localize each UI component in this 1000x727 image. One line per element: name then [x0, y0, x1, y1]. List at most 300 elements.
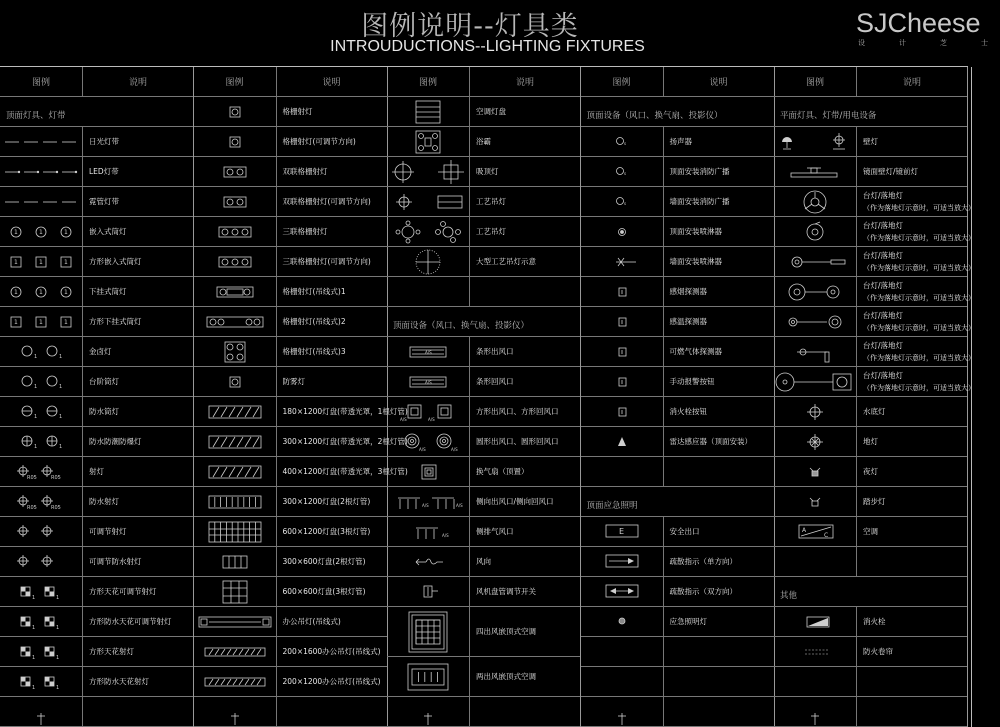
- legend-row: [0, 667, 193, 697]
- legend-row: [0, 367, 193, 397]
- legend-description: [857, 247, 975, 276]
- legend-row: [0, 337, 193, 367]
- legend-description: [664, 277, 774, 306]
- legend-description: [277, 637, 387, 666]
- detector-icon: [581, 307, 664, 336]
- legend-row: [774, 127, 967, 157]
- legend-row: [774, 397, 967, 427]
- legend-description: [664, 577, 774, 606]
- legend-row: [774, 487, 967, 517]
- legend-row: [194, 307, 387, 337]
- dash-line-icon: [0, 127, 83, 156]
- column-header: [387, 67, 580, 97]
- legend-row: [387, 97, 580, 127]
- legend-row: [581, 397, 774, 427]
- legend-row: [194, 487, 387, 517]
- legend-row: [194, 97, 387, 127]
- legend-note: （作为落地灯示意时，可适当放大）: [863, 204, 975, 212]
- legend-row: [0, 517, 193, 547]
- detector-icon: [581, 277, 664, 306]
- circle-sub-2-icon: [0, 367, 83, 396]
- svg-text:1: 1: [14, 258, 18, 266]
- svg-text:s: s: [623, 170, 626, 176]
- table-lamp-icon: [774, 187, 857, 216]
- legend-label: 安全出口: [669, 527, 700, 536]
- svg-text:A/S: A/S: [419, 446, 426, 452]
- header-icon-column: 图例: [581, 67, 664, 96]
- legend-label: 方形防水天花可调节射灯: [89, 617, 172, 626]
- legend-description: [470, 127, 580, 156]
- cross-circle-x-icon: [774, 427, 857, 456]
- legend-description: [470, 457, 580, 486]
- empty-cell: [774, 667, 857, 696]
- svg-text:1: 1: [64, 288, 68, 296]
- bath-heater-icon: [387, 127, 470, 156]
- legend-description: [857, 337, 975, 366]
- legend-row: [194, 697, 387, 727]
- empty-cell: [664, 667, 774, 696]
- legend-row: [387, 547, 580, 577]
- circle-bar-2-icon: [0, 397, 83, 426]
- legend-description: [83, 607, 193, 636]
- svg-text:s: s: [623, 140, 626, 146]
- wall-lamp-icon: [774, 127, 857, 156]
- legend-label: 浴霸: [476, 137, 491, 146]
- legend-description: [277, 247, 387, 276]
- legend-description: [664, 397, 774, 426]
- legend-row: [194, 337, 387, 367]
- ac-4way-icon: [387, 607, 470, 656]
- legend-label: 180×1200灯盘(带透光罩，1根灯管): [282, 407, 408, 416]
- legend-row: [0, 127, 193, 157]
- legend-row: [387, 427, 580, 457]
- legend-label: 镜面壁灯/镜前灯: [863, 167, 919, 176]
- svg-text:A: A: [802, 526, 807, 534]
- legend-label: 300×600灯盘(2根灯管): [282, 557, 366, 566]
- legend-label: 防水射灯: [89, 497, 119, 506]
- legend-label: 300×1200灯盘(2根灯管): [282, 497, 371, 506]
- legend-description: [857, 397, 967, 426]
- legend-row: [774, 607, 967, 637]
- section-title: 其他: [774, 577, 967, 607]
- legend-description: [277, 607, 387, 636]
- legend-row: [0, 247, 193, 277]
- svg-text:1: 1: [59, 353, 63, 360]
- legend-label: 风机盘管调节开关: [476, 587, 536, 596]
- legend-row: [581, 427, 774, 457]
- legend-label: 夜灯: [863, 467, 878, 476]
- legend-row: [774, 277, 975, 307]
- detector-icon: [581, 367, 664, 396]
- svg-text:1: 1: [34, 353, 38, 360]
- legend-row: [387, 367, 580, 397]
- legend-description: [277, 157, 387, 186]
- empty-cell: [581, 637, 664, 666]
- legend-label: 两出风嵌顶式空调: [476, 672, 536, 681]
- legend-row: [581, 217, 774, 247]
- check-square-2-icon: [0, 637, 83, 666]
- empty-cell: [470, 277, 580, 306]
- grille-hang-1-icon: [194, 277, 277, 306]
- header-icon-column: 图例: [387, 67, 470, 96]
- legend-row: [387, 577, 580, 607]
- legend-description: [277, 307, 387, 336]
- legend-label: 水底灯: [863, 407, 886, 416]
- legend-row: [387, 157, 580, 187]
- legend-description: [857, 127, 967, 156]
- pendant-icon: [387, 187, 470, 216]
- legend-label: 台灯/落地灯: [863, 281, 904, 290]
- legend-row: [0, 427, 193, 457]
- legend-label: 600×1200灯盘(3根灯管): [282, 527, 371, 536]
- legend-description: [470, 367, 580, 396]
- legend-row: [387, 337, 580, 367]
- legend-description: [857, 487, 967, 516]
- office-hatch-icon: [194, 667, 277, 696]
- legend-description: [857, 457, 967, 486]
- header-desc-column: 说明: [515, 78, 534, 88]
- svg-text:1: 1: [39, 228, 43, 236]
- svg-text:1: 1: [56, 594, 60, 601]
- legend-row: [194, 217, 387, 247]
- legend-label: 消火栓按钮: [669, 407, 707, 416]
- legend-label: 200×1200办公吊灯(吊线式): [282, 677, 381, 686]
- detector-icon: [581, 337, 664, 366]
- legend-label: 台灯/落地灯: [863, 251, 904, 260]
- empty-cell: [857, 547, 967, 576]
- legend-description: [83, 427, 193, 456]
- vent-bar-icon: [387, 337, 470, 366]
- legend-description: [470, 547, 580, 576]
- empty-cell: [857, 667, 967, 696]
- legend-label: 条形回风口: [476, 377, 514, 386]
- grille-2-icon: [194, 157, 277, 186]
- chandelier-icon: [387, 217, 470, 246]
- legend-description: [857, 607, 967, 636]
- check-square-2-icon: [0, 667, 83, 696]
- grille-1-icon: [194, 127, 277, 156]
- legend-row: [194, 577, 387, 607]
- legend-row: [194, 367, 387, 397]
- legend-label: 墙面安装消防广播: [669, 197, 730, 206]
- legend-description: [277, 127, 387, 156]
- legend-description: [277, 187, 387, 216]
- legend-row: [387, 487, 580, 517]
- section-title: 顶面设备（风口、换气扇、投影仪）: [581, 97, 774, 127]
- svg-text:1: 1: [59, 413, 63, 420]
- legend-label: 扬声器: [669, 137, 692, 146]
- legend-description: [857, 367, 975, 396]
- legend-row: [581, 697, 774, 727]
- legend-label: 壁灯: [863, 137, 878, 146]
- header-icon-column: 图例: [194, 67, 277, 96]
- legend-label: 大型工艺吊灯示意: [476, 257, 536, 266]
- svg-text:A/S: A/S: [425, 379, 432, 385]
- column-header: [581, 67, 774, 97]
- legend-label: 霓管灯带: [89, 197, 119, 206]
- svg-text:A/S: A/S: [425, 349, 432, 355]
- legend-row: [194, 127, 387, 157]
- empty-row: [581, 667, 774, 697]
- legend-label: 圆形出风口、圆形回风口: [476, 437, 559, 446]
- arrow-single-icon: [581, 547, 664, 576]
- legend-label: 雷达感应器（顶面安装）: [669, 437, 752, 446]
- legend-label: 顶面安装喷淋器: [669, 227, 722, 236]
- legend-label: 格栅射灯: [282, 107, 313, 116]
- detector-icon: [581, 397, 664, 426]
- legend-label: 疏散指示（单方向）: [669, 557, 737, 566]
- svg-text:E: E: [618, 526, 624, 536]
- svg-text:1: 1: [34, 443, 38, 450]
- legend-label: 双联格栅射灯(可调节方向): [282, 197, 371, 206]
- legend-row: [581, 517, 774, 547]
- svg-text:R05: R05: [27, 504, 37, 511]
- svg-text:1: 1: [39, 288, 43, 296]
- svg-text:1: 1: [64, 228, 68, 236]
- legend-description: [83, 217, 193, 246]
- empty-cell: [664, 457, 774, 486]
- svg-text:R05: R05: [51, 504, 61, 511]
- legend-label: 格栅射灯(吊线式)1: [282, 287, 346, 296]
- empty-row: [774, 547, 967, 577]
- side-vent-icon: [387, 517, 470, 546]
- spot-adj-icon: [0, 517, 83, 546]
- legend-description: [83, 307, 193, 336]
- legend-description: [664, 157, 774, 186]
- legend-description: [664, 217, 774, 246]
- legend-row: [774, 217, 975, 247]
- legend-description: [83, 127, 193, 156]
- legend-label: 工艺吊灯: [476, 197, 506, 206]
- legend-description: [857, 697, 967, 726]
- legend-label: 可调节防水射灯: [89, 557, 142, 566]
- legend-label: 墙面安装喷淋器: [669, 257, 722, 266]
- spot-r05-icon: [0, 487, 83, 516]
- legend-row: [0, 157, 193, 187]
- svg-text:A/S: A/S: [451, 446, 458, 452]
- legend-description: [857, 307, 975, 336]
- ac-2way-icon: [387, 657, 470, 696]
- legend-row: [774, 637, 967, 667]
- panel-grid-icon: [194, 487, 277, 516]
- night-lamp-icon: [774, 457, 857, 486]
- legend-description: [277, 97, 387, 126]
- header-desc-column: 说明: [902, 78, 921, 88]
- legend-label: 风向: [476, 557, 491, 566]
- legend-description: [664, 187, 774, 216]
- legend-label: 下挂式筒灯: [89, 287, 127, 296]
- legend-description: [857, 637, 967, 666]
- legend-row: [194, 667, 387, 697]
- legend-label: 防水筒灯: [89, 407, 119, 416]
- legend-label: 日光灯带: [89, 137, 119, 146]
- section-title: 顶面灯具、灯带: [0, 97, 193, 127]
- legend-note: （作为落地灯示意时，可适当放大）: [863, 234, 975, 242]
- legend-label: 方形下挂式筒灯: [89, 317, 142, 326]
- hydrant-icon: [774, 607, 857, 636]
- legend-label: 方形嵌入式筒灯: [89, 257, 142, 266]
- legend-description: [857, 187, 975, 216]
- legend-row: [774, 307, 975, 337]
- brand-logo-subtitle: [858, 38, 988, 48]
- legend-row: [0, 217, 193, 247]
- legend-label: 三联格栅射灯: [282, 227, 328, 236]
- legend-label: 顶面安装消防广播: [669, 167, 730, 176]
- vent-bar-icon: [387, 367, 470, 396]
- svg-text:1: 1: [14, 288, 18, 296]
- svg-text:1: 1: [59, 383, 63, 390]
- legend-description: [664, 517, 774, 546]
- legend-column-group: [581, 67, 775, 727]
- legend-description: [83, 697, 193, 726]
- circle-sub-2-icon: [0, 337, 83, 366]
- legend-row: [0, 547, 193, 577]
- legend-description: [83, 277, 193, 306]
- legend-row: [581, 577, 774, 607]
- panel-hatch-icon: [194, 397, 277, 426]
- arrow-double-icon: [581, 577, 664, 606]
- speaker-icon: [581, 127, 664, 156]
- square-circle-3-icon: [0, 247, 83, 276]
- grille-3-icon: [194, 247, 277, 276]
- panel-grid-big-icon: [194, 517, 277, 546]
- legend-description: [470, 487, 580, 516]
- legend-row: [194, 277, 387, 307]
- legend-label: 感温探测器: [669, 317, 707, 326]
- logo-char: 计: [899, 39, 906, 47]
- logo-char: 士: [981, 39, 988, 47]
- legend-row: [581, 247, 774, 277]
- legend-label: 消火栓: [863, 617, 886, 626]
- legend-description: [470, 397, 580, 426]
- legend-description: [470, 247, 580, 276]
- sprinkler-icon: [581, 217, 664, 246]
- legend-row: [0, 637, 193, 667]
- speaker-icon: [581, 187, 664, 216]
- legend-row: [774, 457, 967, 487]
- empty-row: [774, 667, 967, 697]
- legend-description: [83, 577, 193, 606]
- legend-label: 可燃气体探测器: [669, 347, 722, 356]
- header-desc-column: 说明: [709, 78, 728, 88]
- legend-description: [664, 697, 774, 726]
- legend-label: 台灯/落地灯: [863, 311, 904, 320]
- side-vent-2-icon: [387, 487, 470, 516]
- vent-square-icon: [387, 397, 470, 426]
- legend-label: 三联格栅射灯(可调节方向): [282, 257, 371, 266]
- grille-hang-2-icon: [194, 307, 277, 336]
- grille-hang-3-icon: [194, 337, 277, 366]
- panel-hatch-icon: [194, 427, 277, 456]
- vent-round-icon: [387, 427, 470, 456]
- legend-row: [387, 397, 580, 427]
- legend-label: 防雾灯: [282, 377, 305, 386]
- floor-lamp-arm-icon: [774, 247, 857, 276]
- legend-description: [277, 277, 387, 306]
- legend-label: 感烟探测器: [669, 287, 707, 296]
- svg-text:1: 1: [32, 624, 36, 631]
- logo-char: 芝: [940, 39, 947, 47]
- legend-column-group: [774, 67, 975, 727]
- legend-row: [387, 607, 580, 657]
- legend-label: 400×1200灯盘(带透光罩，3根灯管): [282, 467, 408, 476]
- legend-label: 射灯: [89, 467, 104, 476]
- legend-label: 踏步灯: [863, 497, 886, 506]
- legend-description: [277, 517, 387, 546]
- empty-row: [387, 277, 580, 307]
- legend-row: [581, 127, 774, 157]
- circle-bold-3-icon: [0, 277, 83, 306]
- legend-row: [194, 457, 408, 487]
- svg-text:1: 1: [32, 654, 36, 661]
- svg-text:s: s: [623, 200, 626, 206]
- legend-row: [387, 697, 580, 727]
- legend-description: [83, 247, 193, 276]
- legend-label: 台灯/落地灯: [863, 341, 904, 350]
- svg-text:R05: R05: [27, 474, 37, 481]
- legend-label: 方形天花射灯: [89, 647, 134, 656]
- legend-note: （作为落地灯示意时，可适当放大）: [863, 294, 975, 302]
- legend-row: [774, 517, 967, 547]
- legend-description: [664, 367, 774, 396]
- square-num-3-icon: [0, 307, 83, 336]
- legend-row: [581, 277, 774, 307]
- check-square-2-icon: [0, 577, 83, 606]
- legend-description: [664, 307, 774, 336]
- svg-text:A/S: A/S: [428, 416, 435, 422]
- legend-description: [664, 247, 774, 276]
- legend-row: [774, 697, 967, 727]
- svg-text:1: 1: [39, 318, 43, 326]
- legend-label: 疏散指示（双方向）: [669, 587, 737, 596]
- legend-label: 手动报警按钮: [669, 377, 715, 386]
- legend-row: [774, 157, 967, 187]
- legend-description: [277, 487, 387, 516]
- check-square-2-icon: [0, 607, 83, 636]
- legend-label: LED灯带: [89, 167, 119, 176]
- column-header: [774, 67, 967, 97]
- legend-row: [387, 457, 580, 487]
- legend-row: [0, 397, 193, 427]
- legend-label: 台灯/落地灯: [863, 191, 904, 200]
- legend-description: [664, 427, 774, 456]
- empty-cell: [581, 667, 664, 696]
- legend-label: 应急照明灯: [669, 617, 707, 626]
- partial-icon: [194, 697, 277, 726]
- floor-lamp-box-icon: [774, 367, 857, 396]
- legend-row: [0, 607, 193, 637]
- legend-row: [581, 307, 774, 337]
- spot-adj-icon: [0, 547, 83, 576]
- legend-row: [194, 547, 387, 577]
- empty-cell: [664, 637, 774, 666]
- legend-description: [277, 367, 387, 396]
- legend-row: [0, 457, 193, 487]
- legend-description: [83, 457, 193, 486]
- legend-row: [194, 247, 387, 277]
- empty-row: [581, 457, 774, 487]
- legend-description: [277, 547, 387, 576]
- legend-label: 四出风嵌顶式空调: [476, 627, 536, 636]
- legend-description: [857, 427, 967, 456]
- legend-description: [857, 517, 967, 546]
- spot-r05-icon: [0, 457, 83, 486]
- legend-row: [387, 657, 580, 697]
- legend-description: [83, 367, 193, 396]
- fan-switch-icon: [387, 577, 470, 606]
- legend-row: [0, 697, 193, 727]
- legend-description: [470, 577, 580, 606]
